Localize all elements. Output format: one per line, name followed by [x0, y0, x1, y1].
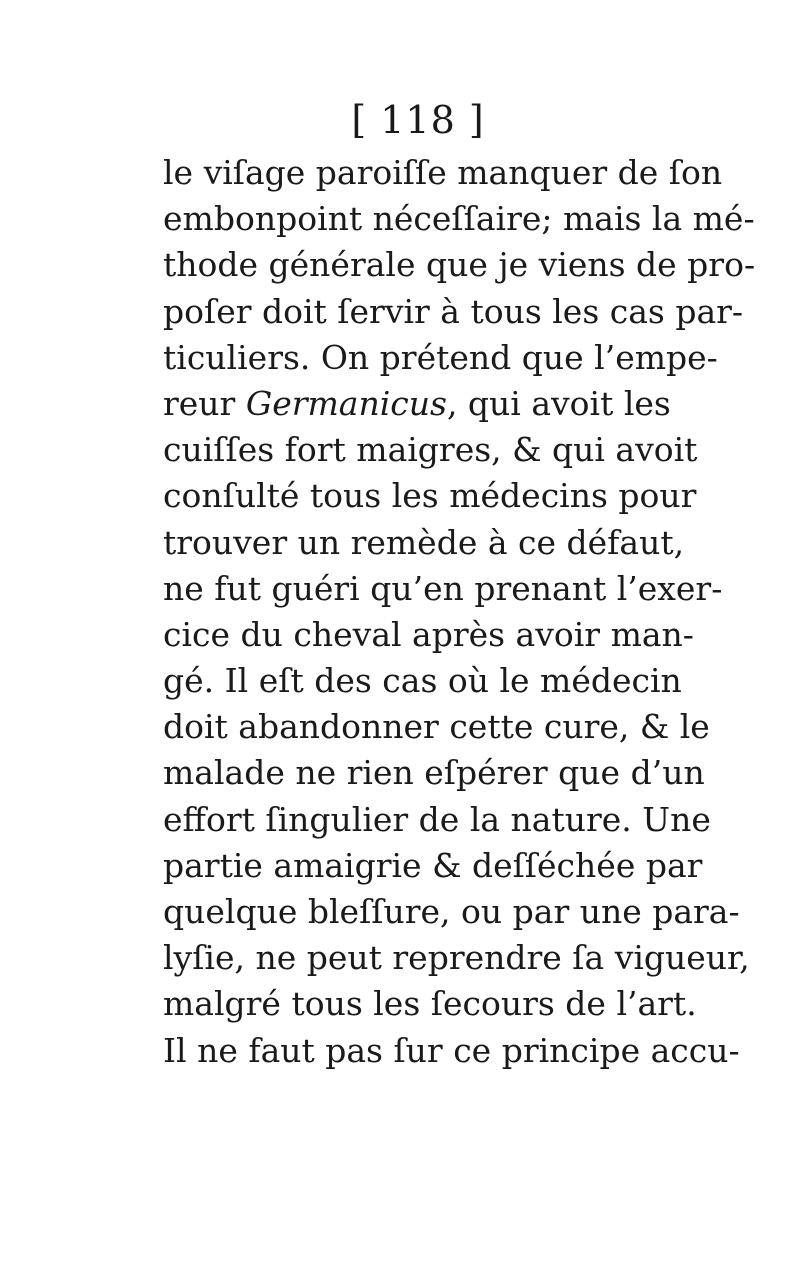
text-line: Il ne faut pas ſur ce principe accu-: [163, 1030, 740, 1070]
text-line: [163, 381, 671, 427]
text-line: quelque bleſſure, ou par une para-: [163, 892, 740, 931]
page-number: [ 118 ]: [351, 98, 485, 142]
body-text: [163, 150, 756, 1074]
text-line: ne fut guéri qu’en prenant l’exer-: [163, 568, 723, 608]
text-line: gé. Il eſt des cas où le médecin: [163, 661, 682, 701]
text-line: malade ne rien eſpérer que d’un: [163, 753, 705, 793]
text-line: ticuliers. On prétend que l’empe-: [163, 337, 718, 377]
text-line: cice du cheval après avoir man-: [163, 614, 694, 654]
text-fragment: , qui avoit les: [446, 383, 671, 423]
text-line: le viſage paroiſſe manquer de ſon: [163, 153, 723, 192]
text-line: cuiſſes fort maigres, & qui avoit: [163, 430, 698, 470]
text-line: embonpoint néceſſaire; mais la mé-: [163, 199, 755, 239]
text-line: doit abandonner cette cure, & le: [163, 707, 710, 747]
italic-name: Germanicus: [245, 383, 447, 423]
text-fragment: reur: [163, 383, 246, 423]
text-line: trouver un remède à ce défaut,: [163, 522, 685, 562]
text-line: partie amaigrie & deſſéchée par: [163, 845, 703, 885]
text-line: lyſie, ne peut reprendre ſa vigueur,: [163, 938, 750, 978]
text-line: malgré tous les ſecours de l’art.: [163, 984, 697, 1024]
text-line: thode générale que je viens de pro-: [163, 245, 756, 285]
text-line: conſulté tous les médecins pour: [163, 476, 697, 516]
text-line: effort ſingulier de la nature. Une: [163, 799, 711, 839]
text-line: poſer doit ſervir à tous les cas par-: [163, 291, 744, 331]
